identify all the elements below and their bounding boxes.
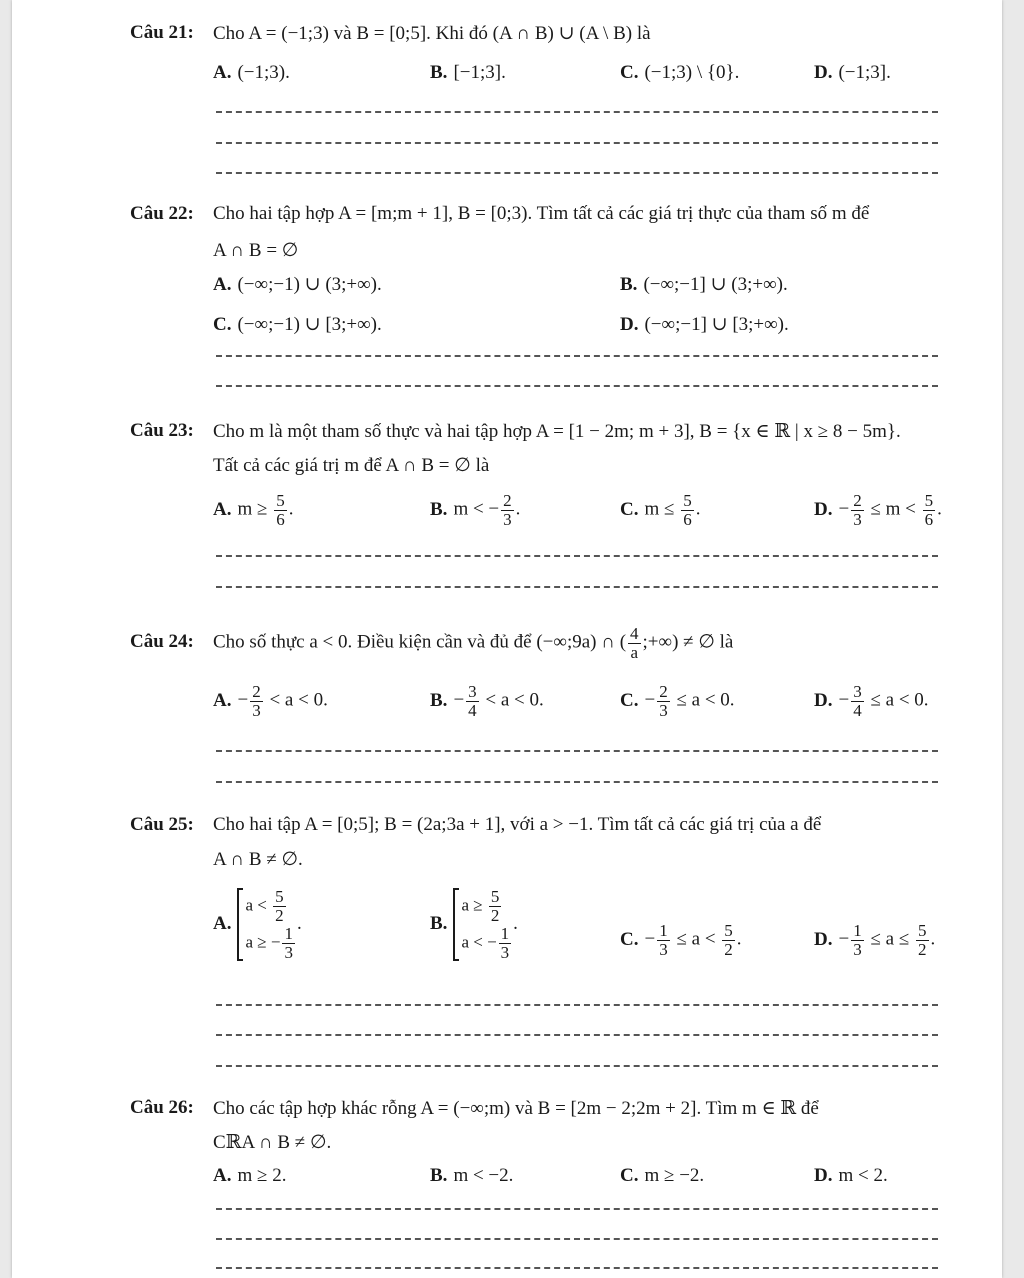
question-text: Cho các tập hợp khác rỗng A = (−∞;m) và B = [2m − 2;2m + 2]. Tìm m ∈ ℝ để: [213, 1098, 819, 1119]
answer-line: [216, 1065, 938, 1067]
fraction: $\frac{5}{6}$: [276, 491, 285, 529]
answer-line: [216, 1004, 938, 1006]
fraction: $\frac{5}{2}$: [724, 921, 733, 959]
option-b: B. − $\frac{3}{4}$ < a < 0.: [430, 682, 544, 720]
system-bracket: a < $\frac{5}{2}$ a ≥ − $\frac{1}{3}$: [237, 888, 296, 961]
fraction: $\frac{5}{2}$: [275, 887, 284, 925]
fraction: $\frac{1}{3}$: [284, 923, 293, 962]
question-26: [130, 1097, 960, 1205]
option-a: A. m ≥ 2.: [213, 1165, 287, 1186]
fraction: $\frac{3}{4}$: [853, 682, 862, 720]
question-number: Câu 21:: [130, 22, 194, 43]
answer-line: [216, 1267, 938, 1269]
option-a: A. m ≥ $\frac{5}{6}$ .: [213, 491, 294, 529]
fraction: $\frac{5}{6}$: [683, 491, 692, 529]
answer-line: [216, 586, 938, 588]
question-number: Câu 26:: [130, 1097, 194, 1118]
option-a: A. − $\frac{2}{3}$ < a < 0.: [213, 682, 328, 720]
question-25: [130, 814, 960, 1002]
fraction: $\frac{5}{6}$: [924, 491, 934, 529]
question-text: Cho hai tập hợp A = [m;m + 1], B = [0;3). Tìm tất cả các giá trị thực của tham số m để: [213, 203, 870, 224]
option-b: B. [−1;3].: [430, 62, 506, 83]
option-b: B. a ≥ $\frac{5}{2}$ a < − $\frac{1}{3}$ .: [430, 887, 518, 962]
fraction: $\frac{5}{2}$: [490, 887, 500, 925]
option-d: D. m < 2.: [814, 1165, 888, 1186]
option-a: A. (−1;3).: [213, 62, 290, 83]
fraction: $\frac{2}{3}$: [659, 682, 668, 720]
option-b: B. m < − $\frac{2}{3}$ .: [430, 491, 521, 529]
document-page: [12, 0, 1002, 1278]
option-c: C. (−1;3) \ {0}.: [620, 62, 740, 83]
question-text: Cho A = (−1;3) và B = [0;5]. Khi đó (A ∩ B) ∪ (A \ B) là: [213, 23, 651, 44]
answer-line: [216, 1208, 938, 1210]
answer-line: [216, 1034, 938, 1036]
fraction: $\frac{5}{2}$: [918, 921, 927, 959]
option-a: A. (−∞;−1) ∪ (3;+∞).: [213, 274, 382, 295]
answer-line: [216, 172, 938, 174]
question-22: [130, 203, 960, 353]
answer-line: [216, 385, 938, 387]
option-b: B. m < −2.: [430, 1165, 514, 1186]
answer-line: [216, 355, 938, 357]
question-number: Câu 23:: [130, 420, 194, 441]
question-text-continued: A ∩ B = ∅: [213, 240, 299, 261]
option-c: C. (−∞;−1) ∪ [3;+∞).: [213, 314, 382, 335]
question-text: Cho số thực a < 0. Điều kiện cần và đủ để (−∞;9a) ∩ ( $\frac{4}{a}$ ;+∞) ≠ ∅ là: [213, 624, 734, 662]
system-bracket: a ≥ $\frac{5}{2}$ a < − $\frac{1}{3}$: [453, 888, 513, 961]
question-number: Câu 22:: [130, 203, 194, 224]
question-text-continued: Tất cả các giá trị m để A ∩ B = ∅ là: [213, 455, 490, 476]
question-text-continued: CℝA ∩ B ≠ ∅.: [213, 1132, 332, 1153]
question-text: Cho hai tập A = [0;5]; B = (2a;3a + 1], với a > −1. Tìm tất cả các giá trị của a để: [213, 814, 822, 835]
fraction: $\frac{2}{3}$: [853, 491, 862, 529]
option-c: C. − $\frac{2}{3}$ ≤ a < 0.: [620, 682, 735, 720]
question-text: Cho m là một tham số thực và hai tập hợp A = [1 − 2m; m + 3], B = {x ∈ ℝ | x ≥ 8 − 5m}.: [213, 421, 901, 442]
option-d: D. − $\frac{1}{3}$ ≤ a ≤ $\frac{5}{2}$ .: [814, 921, 936, 959]
option-d: D. − $\frac{2}{3}$ ≤ m < $\frac{5}{6}$ .: [814, 491, 942, 529]
option-a: A. a < $\frac{5}{2}$ a ≥ − $\frac{1}{3}$ .: [213, 887, 302, 962]
option-c: C. − $\frac{1}{3}$ ≤ a < $\frac{5}{2}$ .: [620, 921, 742, 959]
option-b: B. (−∞;−1] ∪ (3;+∞).: [620, 274, 788, 295]
option-d: D. (−∞;−1] ∪ [3;+∞).: [620, 314, 789, 335]
fraction: $\frac{2}{3}$: [252, 682, 261, 720]
question-number: Câu 25:: [130, 814, 194, 835]
answer-line: [216, 750, 938, 752]
answer-line: [216, 781, 938, 783]
fraction: $\frac{1}{3}$: [853, 921, 862, 959]
fraction: $\frac{1}{3}$: [500, 923, 510, 962]
answer-line: [216, 555, 938, 557]
fraction: $\frac{2}{3}$: [503, 491, 512, 529]
option-c: C. m ≥ −2.: [620, 1165, 705, 1186]
question-24: [130, 625, 960, 733]
answer-line: [216, 111, 938, 113]
fraction: $\frac{3}{4}$: [468, 682, 477, 720]
option-d: D. − $\frac{3}{4}$ ≤ a < 0.: [814, 682, 929, 720]
option-d: D. (−1;3].: [814, 62, 891, 83]
fraction: $\frac{4}{a}$: [630, 624, 639, 662]
option-c: C. m ≤ $\frac{5}{6}$ .: [620, 491, 701, 529]
question-text-continued: A ∩ B ≠ ∅.: [213, 849, 303, 870]
question-23: [130, 420, 960, 542]
answer-line: [216, 1238, 938, 1240]
fraction: $\frac{1}{3}$: [659, 921, 668, 959]
question-21: [130, 22, 960, 102]
question-number: Câu 24:: [130, 631, 194, 652]
answer-line: [216, 142, 938, 144]
